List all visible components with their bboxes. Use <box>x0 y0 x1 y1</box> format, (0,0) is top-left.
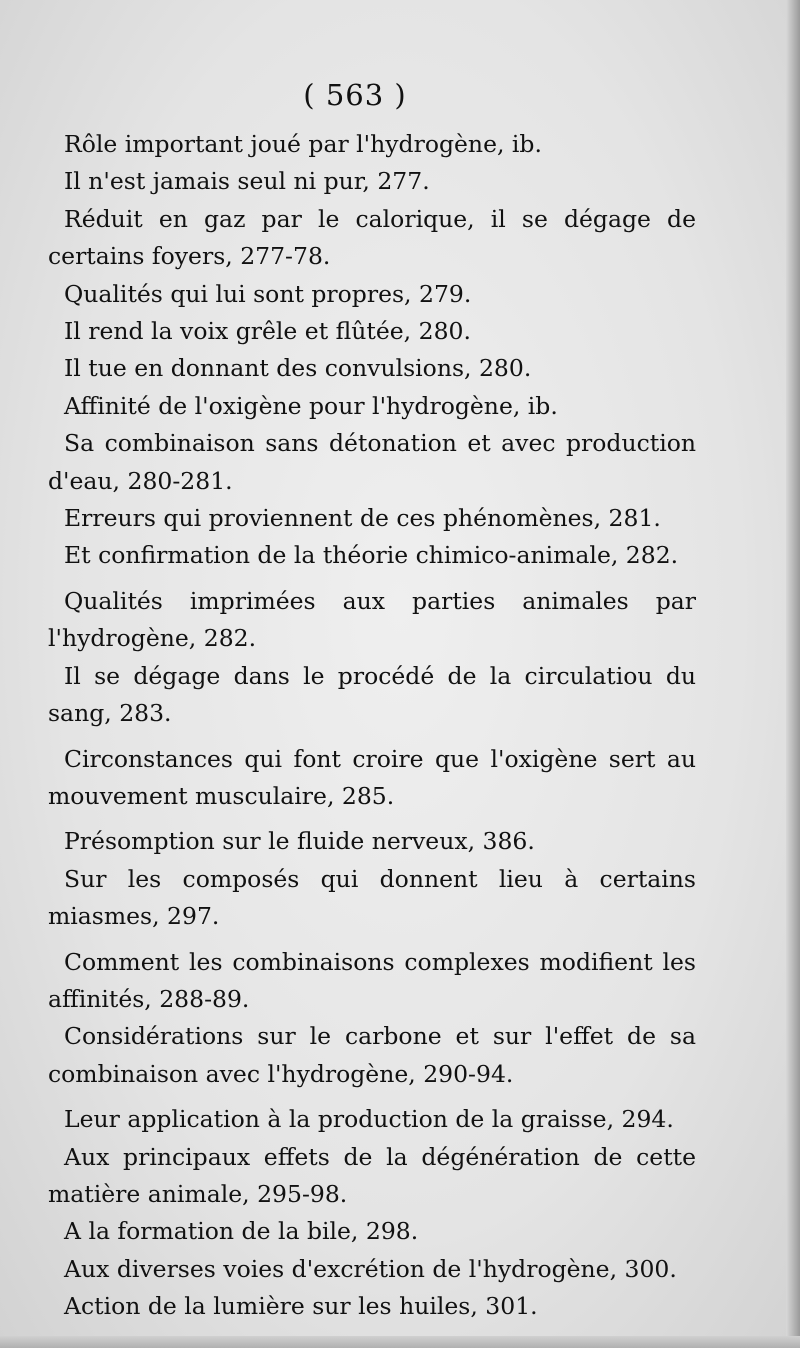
index-entry: Leur application à la production de la graisse, 294. <box>64 1105 674 1134</box>
index-entry: Action de la lumière sur les huiles, 301. <box>64 1292 538 1321</box>
index-entry: Comment les combinaisons complexes modifient les affinités, 288-89. <box>48 947 696 1013</box>
index-entry: A la formation de la bile, 298. <box>64 1217 419 1246</box>
index-entry: Il n'est jamais seul ni pur, 277. <box>64 167 430 196</box>
index-entry: Rôle important joué par l'hydrogène, ib. <box>64 130 542 158</box>
index-entries <box>48 126 696 1326</box>
index-entry: Présomption sur le fluide nerveux, 386. <box>64 827 535 856</box>
index-entry: Sur les composés qui donnent lieu à certains miasmes, 297. <box>48 864 696 931</box>
index-entry: Erreurs qui proviennent de ces phénomènes, 281. <box>64 504 661 533</box>
index-entry: Considérations sur le carbone et sur l'effet de sa combinaison avec l'hydrogène, 290-94. <box>48 1022 696 1088</box>
index-entry: Aux principaux effets de la dégénération de cette matière animale, 295-98. <box>48 1142 696 1208</box>
page-edge-shadow <box>786 0 800 1348</box>
index-entry: Circonstances qui font croire que l'oxigène sert au mouvement musculaire, 285. <box>48 744 696 810</box>
index-entry: Affinité de l'oxigène pour l'hydrogène, ib. <box>64 391 558 420</box>
index-entry: Il rend la voix grêle et flûtée, 280. <box>64 317 471 346</box>
page-number: ( 563 ) <box>303 78 407 112</box>
index-entry: Sa combinaison sans détonation et avec production d'eau, 280-281. <box>48 429 696 495</box>
page-bottom-edge <box>0 1336 800 1348</box>
index-entry: Qualités qui lui sont propres, 279. <box>64 279 472 308</box>
index-entry: Et confirmation de la théorie chimico-animale, 282. <box>64 541 679 570</box>
index-entry: Réduit en gaz par le calorique, il se dégage de certains foyers, 277-78. <box>48 204 696 271</box>
index-entry: Il se dégage dans le procédé de la circulatiou du sang, 283. <box>48 661 696 728</box>
index-entry: Qualités imprimées aux parties animales par l'hydrogène, 282. <box>48 586 696 653</box>
index-entry: Aux diverses voies d'excrétion de l'hydrogène, 300. <box>64 1254 677 1283</box>
index-entry: Il tue en donnant des convulsions, 280. <box>64 354 532 383</box>
